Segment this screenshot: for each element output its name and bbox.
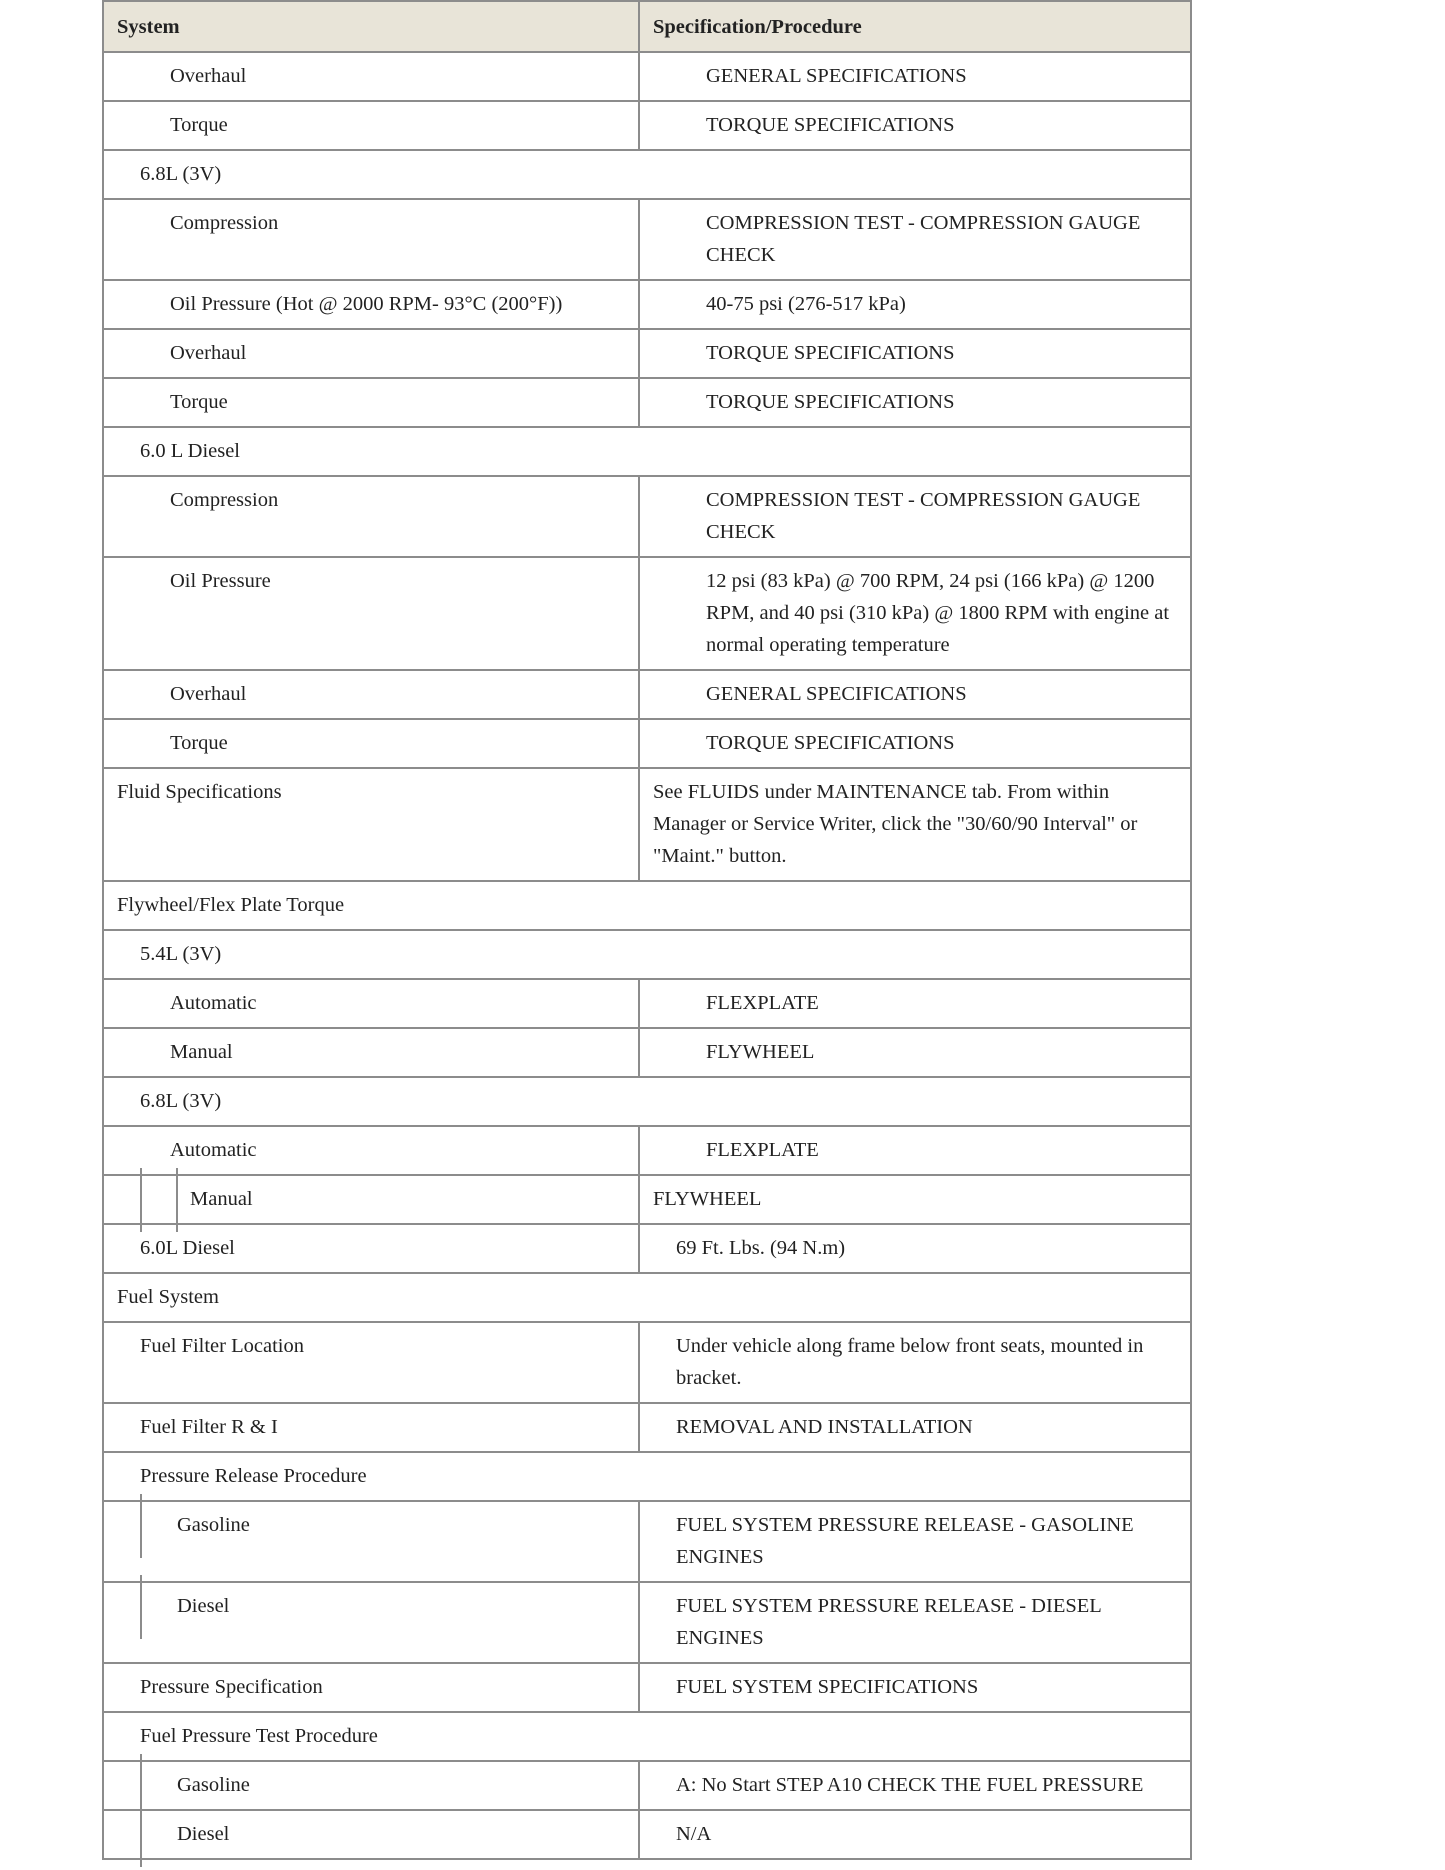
system-label: Pressure Release Procedure: [140, 1465, 367, 1487]
system-cell: [103, 670, 639, 719]
specification-value: FLEXPLATE: [706, 1139, 819, 1161]
specification-value: FUEL SYSTEM SPECIFICATIONS: [676, 1676, 979, 1698]
specification-cell: [639, 1403, 1191, 1452]
specification-value: TORQUE SPECIFICATIONS: [706, 732, 955, 754]
system-label: Compression: [170, 212, 279, 234]
specification-cell: [639, 1810, 1191, 1859]
table-row: [103, 1761, 1191, 1810]
specification-value: GENERAL SPECIFICATIONS: [706, 683, 967, 705]
specification-cell: [639, 329, 1191, 378]
specification-cell: [639, 378, 1191, 427]
system-cell: [103, 1810, 639, 1859]
table-row: [103, 280, 1191, 329]
table-section-row: [103, 1712, 1191, 1761]
system-cell: [103, 1077, 1191, 1126]
system-label: Pressure Specification: [140, 1676, 323, 1698]
specification-cell: [639, 1582, 1191, 1663]
table-row: [103, 378, 1191, 427]
system-cell: [103, 719, 639, 768]
system-label: Gasoline: [177, 1774, 250, 1796]
specification-value: Under vehicle along frame below front seats, mounted in bracket.: [676, 1335, 1144, 1389]
table-row: [103, 52, 1191, 101]
system-cell: [103, 1663, 639, 1712]
system-cell: [103, 1403, 639, 1452]
system-label: Fuel Filter R & I: [140, 1416, 278, 1438]
system-cell: [103, 1322, 639, 1403]
specifications-table: [102, 0, 1192, 1860]
system-label: Overhaul: [170, 65, 247, 87]
system-cell: [103, 329, 639, 378]
system-label: Gasoline: [177, 1514, 250, 1536]
column-header-specification: Specification/Procedure: [639, 1, 1191, 52]
specification-cell: [639, 719, 1191, 768]
system-cell: [103, 1712, 1191, 1761]
specification-value: COMPRESSION TEST - COMPRESSION GAUGE CHECK: [706, 212, 1141, 266]
table-row: [103, 1224, 1191, 1273]
specification-value: 69 Ft. Lbs. (94 N.m): [676, 1237, 846, 1259]
system-label: Diesel: [177, 1595, 230, 1617]
table-section-row: [103, 930, 1191, 979]
specification-value: TORQUE SPECIFICATIONS: [706, 114, 955, 136]
system-cell: [103, 101, 639, 150]
system-label: Manual: [170, 1041, 233, 1063]
specification-value: N/A: [676, 1823, 712, 1845]
table-body: [103, 52, 1191, 1859]
table-row: [103, 768, 1191, 881]
specification-value: REMOVAL AND INSTALLATION: [676, 1416, 973, 1438]
system-label: 6.8L (3V): [140, 163, 222, 185]
indent-guide-line: [140, 1494, 142, 1558]
system-cell: [103, 1761, 639, 1810]
specification-cell: [639, 979, 1191, 1028]
column-header-system: System: [103, 1, 639, 52]
system-cell: [103, 427, 1191, 476]
table-row: [103, 1501, 1191, 1582]
table-row: [103, 101, 1191, 150]
system-label: Fuel System: [117, 1286, 219, 1308]
system-label: Manual: [190, 1188, 253, 1210]
system-label: Overhaul: [170, 342, 247, 364]
table-row: [103, 1582, 1191, 1663]
specification-cell: [639, 1501, 1191, 1582]
indent-guide-line: [140, 1803, 142, 1867]
indent-guide-line: [176, 1168, 178, 1232]
specification-cell: [639, 1663, 1191, 1712]
system-cell: [103, 1501, 639, 1582]
table-row: [103, 329, 1191, 378]
system-label: Diesel: [177, 1823, 230, 1845]
specification-cell: [639, 768, 1191, 881]
specification-value: 12 psi (83 kPa) @ 700 RPM, 24 psi (166 kPa) @ 1200 RPM, and 40 psi (310 kPa) @ 1800 RPM with engine at normal operating temperature: [706, 570, 1170, 656]
specification-cell: [639, 1175, 1191, 1224]
system-cell: [103, 979, 639, 1028]
system-cell: [103, 1175, 639, 1224]
table-section-row: [103, 150, 1191, 199]
system-label: Automatic: [170, 992, 257, 1014]
specification-value: See FLUIDS under MAINTENANCE tab. From within Manager or Service Writer, click the "30/60/90 Interval" or "Maint." button.: [653, 781, 1138, 867]
table-row: [103, 199, 1191, 280]
specification-value: FUEL SYSTEM PRESSURE RELEASE - DIESEL ENGINES: [676, 1595, 1102, 1649]
specification-value: TORQUE SPECIFICATIONS: [706, 342, 955, 364]
table-row: [103, 476, 1191, 557]
table-section-row: [103, 1077, 1191, 1126]
specification-value: FLEXPLATE: [706, 992, 819, 1014]
system-label: 6.0L Diesel: [140, 1237, 235, 1259]
system-cell: [103, 557, 639, 670]
table-row: [103, 979, 1191, 1028]
specification-value: COMPRESSION TEST - COMPRESSION GAUGE CHECK: [706, 489, 1141, 543]
table-row: [103, 1126, 1191, 1175]
system-cell: [103, 199, 639, 280]
table-section-row: [103, 427, 1191, 476]
system-label: 6.0 L Diesel: [140, 440, 241, 462]
specification-value: FLYWHEEL: [653, 1188, 762, 1210]
indent-guide-line: [140, 1168, 142, 1232]
system-label: Torque: [170, 114, 228, 136]
table-row: [103, 1175, 1191, 1224]
system-label: Flywheel/Flex Plate Torque: [117, 894, 345, 916]
system-label: 6.8L (3V): [140, 1090, 222, 1112]
table-row: [103, 1403, 1191, 1452]
system-cell: [103, 1273, 1191, 1322]
specification-cell: [639, 1126, 1191, 1175]
specification-cell: [639, 52, 1191, 101]
specification-cell: [639, 101, 1191, 150]
table-section-row: [103, 1273, 1191, 1322]
system-cell: [103, 476, 639, 557]
table-row: [103, 557, 1191, 670]
table-row: [103, 719, 1191, 768]
system-cell: [103, 881, 1191, 930]
system-label: Automatic: [170, 1139, 257, 1161]
table-header-row: [103, 1, 1191, 52]
specification-value: GENERAL SPECIFICATIONS: [706, 65, 967, 87]
system-cell: [103, 52, 639, 101]
system-label: Fluid Specifications: [117, 781, 282, 803]
system-cell: [103, 1452, 1191, 1501]
system-cell: [103, 930, 1191, 979]
system-cell: [103, 1224, 639, 1273]
system-label: Oil Pressure (Hot @ 2000 RPM- 93°C (200°F)): [170, 293, 563, 315]
specification-cell: [639, 476, 1191, 557]
specification-cell: [639, 1322, 1191, 1403]
specification-cell: [639, 557, 1191, 670]
table-row: [103, 1810, 1191, 1859]
system-cell: [103, 768, 639, 881]
system-label: Torque: [170, 391, 228, 413]
system-cell: [103, 378, 639, 427]
table-row: [103, 1322, 1191, 1403]
table-row: [103, 670, 1191, 719]
system-label: Fuel Filter Location: [140, 1335, 304, 1357]
system-label: 5.4L (3V): [140, 943, 222, 965]
specification-value: A: No Start STEP A10 CHECK THE FUEL PRESSURE: [676, 1774, 1144, 1796]
specification-cell: [639, 1028, 1191, 1077]
specification-cell: [639, 1761, 1191, 1810]
system-cell: [103, 1582, 639, 1663]
system-label: Oil Pressure: [170, 570, 271, 592]
system-cell: [103, 1126, 639, 1175]
system-cell: [103, 280, 639, 329]
specification-value: FUEL SYSTEM PRESSURE RELEASE - GASOLINE ENGINES: [676, 1514, 1134, 1568]
system-cell: [103, 1028, 639, 1077]
specification-cell: [639, 1224, 1191, 1273]
specification-value: TORQUE SPECIFICATIONS: [706, 391, 955, 413]
table-row: [103, 1028, 1191, 1077]
table-section-row: [103, 1452, 1191, 1501]
system-cell: [103, 150, 1191, 199]
table-row: [103, 1663, 1191, 1712]
system-label: Fuel Pressure Test Procedure: [140, 1725, 378, 1747]
system-label: Torque: [170, 732, 228, 754]
system-label: Overhaul: [170, 683, 247, 705]
specification-cell: [639, 280, 1191, 329]
system-label: Compression: [170, 489, 279, 511]
specification-cell: [639, 670, 1191, 719]
table-section-row: [103, 881, 1191, 930]
specification-cell: [639, 199, 1191, 280]
specification-value: FLYWHEEL: [706, 1041, 815, 1063]
specification-value: 40-75 psi (276-517 kPa): [706, 293, 906, 315]
indent-guide-line: [140, 1575, 142, 1639]
